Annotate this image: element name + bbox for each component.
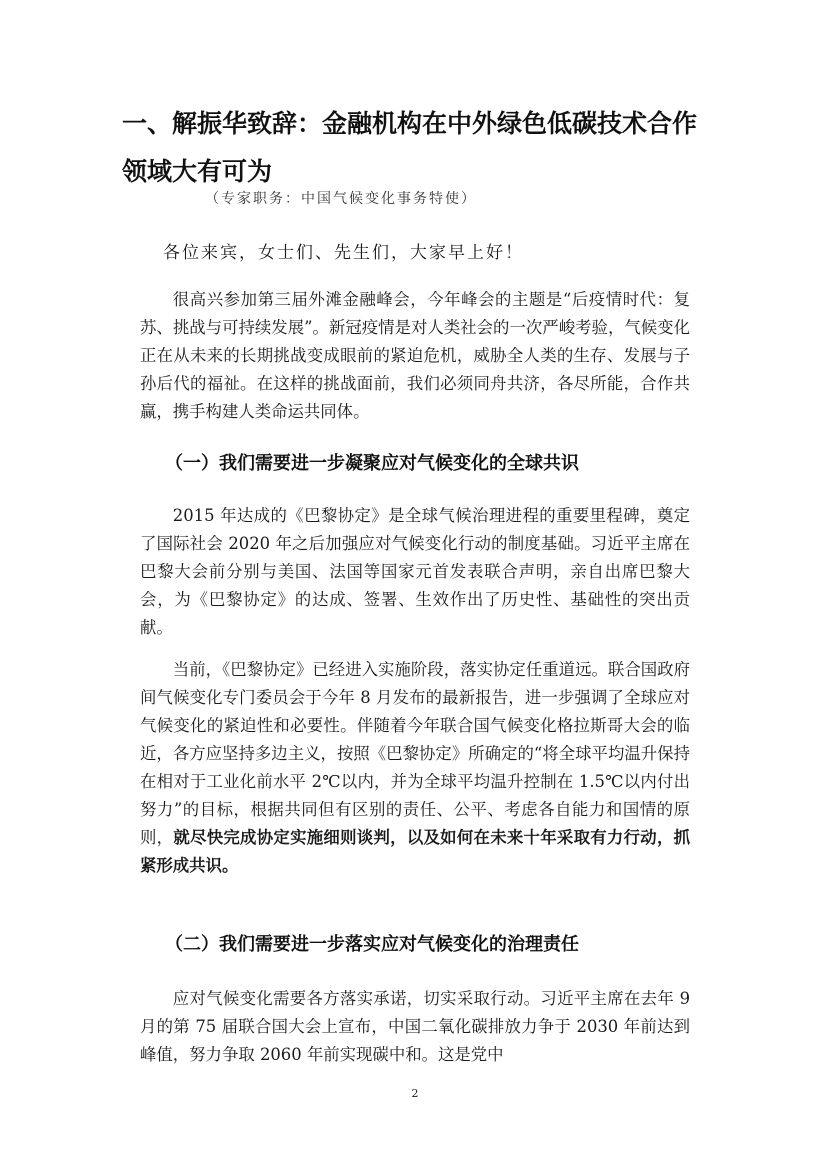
section-heading-global-consensus: （一）我们需要进一步凝聚应对气候变化的全球共识 bbox=[165, 453, 579, 474]
expert-position-note: （专家职务：中国气候变化事务特使） bbox=[205, 191, 477, 207]
page-number: 2 bbox=[411, 1087, 419, 1100]
implementation-paragraph bbox=[140, 656, 690, 880]
section-heading-governance-responsibility: （二）我们需要进一步落实应对气候变化的治理责任 bbox=[165, 934, 579, 955]
greeting: 各位来宾，女士们、先生们，大家早上好！ bbox=[163, 243, 524, 263]
document-title: 一、解振华致辞：金融机构在中外绿色低碳技术合作领域大有可为 bbox=[122, 109, 698, 186]
commitment-paragraph: 应对气候变化需要各方落实承诺，切实采取行动。习近平主席在去年 9 月的第 75 届联合国大会上宣布，中国二氧化碳排放力争于 2030 年前达到峰值，努力争取 2060 年前实现碳中和。这是党中 bbox=[140, 989, 690, 1064]
implementation-text: 当前，《巴黎协定》已经进入实施阶段，落实协定任重道远。联合国政府间气候变化专门委员会于今年 8 月发布的最新报告，进一步强调了全球应对气候变化的紧迫性和必要性。伴随着今年联合国气候变化格拉斯哥大会的临近，各方应坚持多边主义，按照《巴黎协定》所确定的“将全球平均温升保持在相对于工业化前水平 2℃以内，并为全球平均温升控制在 1.5℃以内付出努力”的目标，根据共同但有区别的责任、公平、考虑各自能力和国情的原则， bbox=[140, 660, 690, 847]
implementation-emphasis: 就尽快完成协定实施细则谈判，以及如何在未来十年采取有力行动，抓紧形成共识。 bbox=[140, 828, 691, 875]
intro-paragraph: 很高兴参加第三届外滩金融峰会，今年峰会的主题是“后疫情时代：复苏、挑战与可持续发展”。新冠疫情是对人类社会的一次严峻考验，气候变化正在从未来的长期挑战变成眼前的紧迫危机，威胁全人类的生存、发展与子孙后代的福祉。在这样的挑战面前，我们必须同舟共济，各尽所能，合作共赢，携手构建人类命运共同体。 bbox=[140, 290, 690, 421]
paris-agreement-paragraph: 2015 年达成的《巴黎协定》是全球气候治理进程的重要里程碑，奠定了国际社会 2020 年之后加强应对气候变化行动的制度基础。习近平主席在巴黎大会前分别与美国、法国等国家元首发表联合声明，亲自出席巴黎大会，为《巴黎协定》的达成、签署、生效作出了历史性、基础性的突出贡献。 bbox=[140, 506, 690, 637]
